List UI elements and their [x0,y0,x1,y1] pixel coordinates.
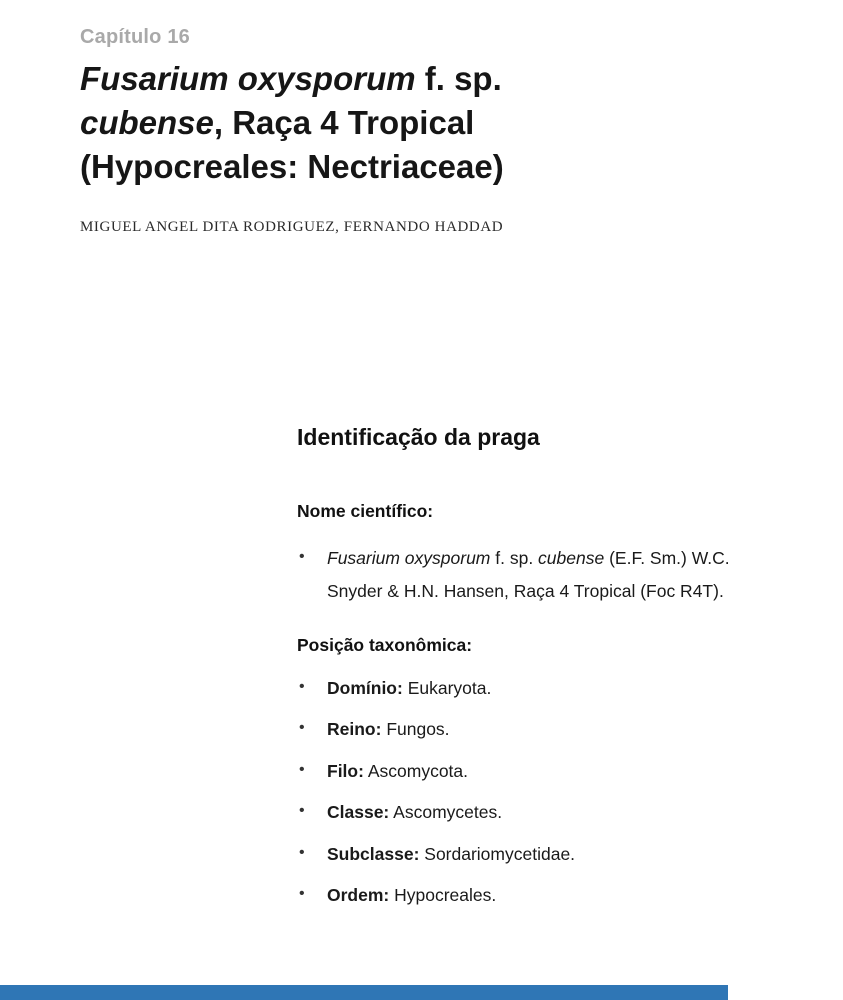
taxonomy-label: Posição taxonômica: [297,634,473,655]
title-segment: Fusarium oxysporum [80,60,416,97]
taxonomy-value: Ascomycetes. [389,802,503,822]
pest-identification-section [297,424,775,925]
scientific-name-label: Nome científico: [297,501,434,521]
taxonomy-value: Ascomycota. [363,760,469,781]
bullet-icon: • [299,843,305,861]
authors-line: MIGUEL ANGEL DITA RODRIGUEZ, FERNANDO HADDAD [80,218,504,235]
taxonomy-item [297,759,775,784]
taxonomy-item [297,676,775,701]
chapter-title [80,57,575,189]
scientific-name-item [297,542,775,609]
taxonomy-term: Domínio: [327,677,403,698]
taxonomy-value: Hypocreales. [389,885,497,905]
section-heading: Identificação da praga [297,424,540,450]
sciname-segment: (E.F. Sm.) W.C. Snyder & H.N. Hansen, Raça 4 Tropical (Foc R4T). [327,548,730,602]
taxonomy-item [297,842,775,867]
bullet-icon: • [299,548,305,565]
taxonomy-term: Reino: [327,719,382,739]
taxonomy-value: Eukaryota. [402,677,492,698]
taxonomy-term: Classe: [327,802,390,822]
taxonomy-term: Ordem: [327,885,390,905]
bullet-icon: • [299,760,305,778]
title-segment: cubense [80,103,214,141]
bullet-icon: • [299,677,305,695]
taxonomy-value: Fungos. [381,719,450,739]
taxonomy-value: Sordariomycetidae. [419,843,576,864]
footer-accent-bar [0,985,728,1000]
chapter-header [80,26,600,236]
sciname-segment: Fusarium oxysporum [327,548,491,568]
taxonomy-term: Filo: [327,760,364,781]
taxonomy-list [297,676,775,908]
bullet-icon: • [299,885,305,902]
bullet-icon: • [299,802,305,819]
chapter-label: Capítulo 16 [80,26,190,48]
title-segment: , Raça 4 Tropical (Hypocreales: Nectriaceae) [80,103,504,185]
sciname-segment: f. sp. [490,548,539,568]
taxonomy-item [297,883,775,908]
sciname-segment: cubense [538,548,605,568]
taxonomy-item [297,717,775,742]
title-segment: f. sp. [415,60,502,97]
taxonomy-item [297,800,775,825]
bullet-icon: • [299,719,305,736]
taxonomy-term: Subclasse: [327,843,420,864]
scientific-name-list [297,542,775,609]
